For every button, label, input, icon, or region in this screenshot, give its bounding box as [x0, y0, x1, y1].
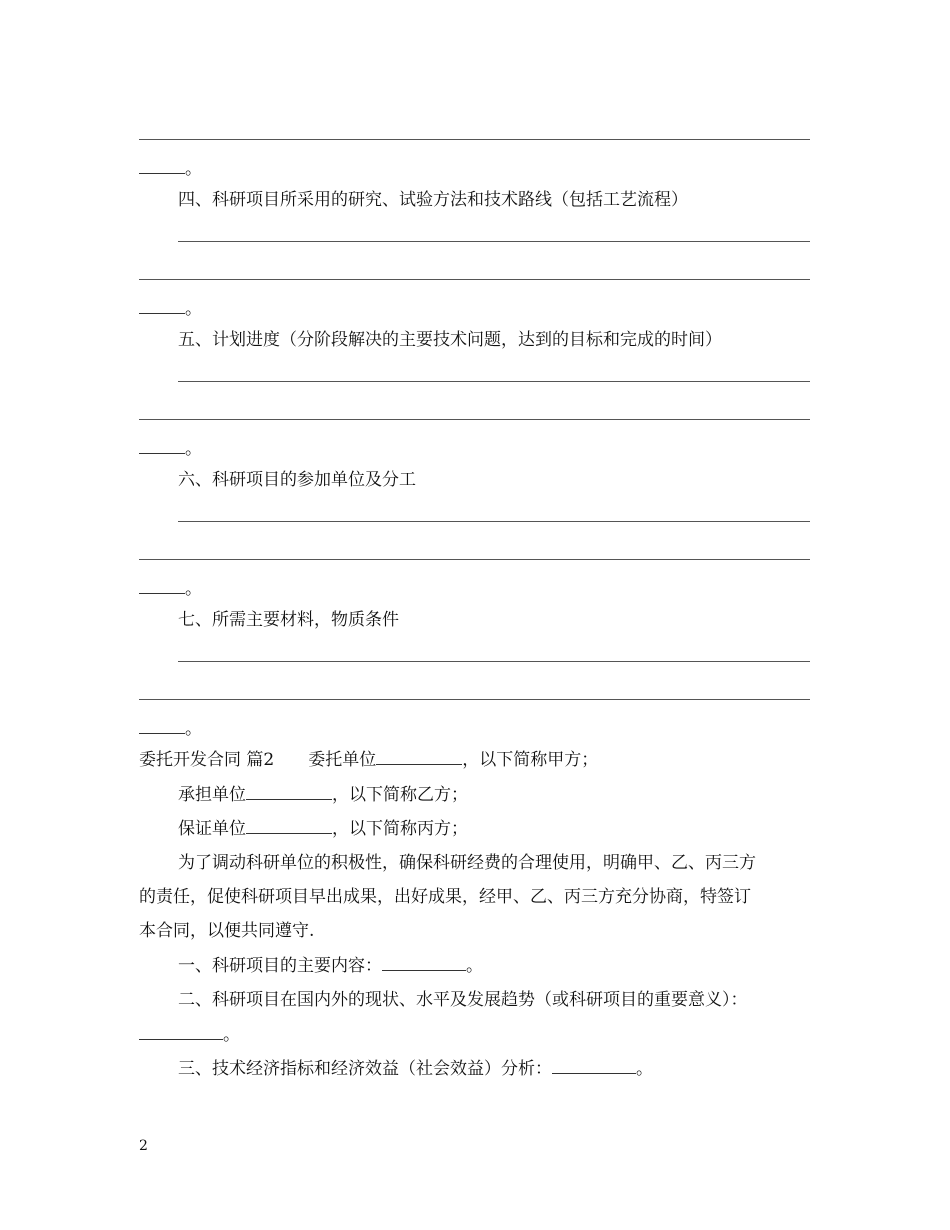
item-2-blank [139, 1024, 223, 1040]
fill-line [178, 381, 810, 382]
contract-title: 委托开发合同 篇2 [139, 750, 275, 770]
fill-line [178, 521, 810, 522]
item-1-blank [382, 955, 466, 971]
section-7-heading: 七、所需主要材料，物质条件 [178, 610, 399, 630]
guarantor-suffix: ，以下简称丙方； [332, 819, 468, 839]
intro-line-2: 的责任，促使科研项目早出成果，出好成果，经甲、乙、丙三方充分协商，特签订 [139, 887, 751, 907]
fill-line [139, 139, 810, 140]
fill-line [139, 699, 810, 700]
item-1-line [178, 955, 483, 977]
end-mark: 。 [223, 1025, 240, 1045]
fill-line [139, 419, 810, 420]
client-blank [376, 749, 462, 765]
short-blank [139, 718, 185, 734]
fill-line-end [139, 438, 202, 460]
short-blank [139, 578, 185, 594]
intro-line-3: 本合同，以便共同遵守. [139, 921, 315, 941]
contractor-line [178, 784, 468, 806]
item-2-answer [139, 1024, 240, 1046]
end-mark: 。 [185, 439, 202, 459]
item-1-label: 一、科研项目的主要内容： [178, 956, 382, 976]
contractor-suffix: ，以下简称乙方； [332, 785, 468, 805]
guarantor-line [178, 818, 468, 840]
item-2-line: 二、科研项目在国内外的现状、水平及发展趋势（或科研项目的重要意义）： [178, 990, 748, 1010]
client-label: 委托单位 [308, 750, 377, 770]
end-mark: 。 [185, 579, 202, 599]
end-mark: 。 [185, 719, 202, 739]
fill-line-end [139, 158, 202, 180]
item-3-line [178, 1058, 653, 1080]
item-3-blank [552, 1058, 636, 1074]
contractor-label: 承担单位 [178, 785, 246, 805]
contractor-blank [246, 784, 332, 800]
short-blank [139, 298, 185, 314]
end-mark: 。 [466, 956, 483, 976]
item-3-label: 三、技术经济指标和经济效益（社会效益）分析： [178, 1059, 552, 1079]
section-5-heading: 五、计划进度（分阶段解决的主要技术问题，达到的目标和完成的时间） [178, 330, 722, 350]
guarantor-blank [246, 818, 332, 834]
section-6-heading: 六、科研项目的参加单位及分工 [178, 470, 416, 490]
page-number: 2 [139, 1138, 148, 1154]
section-4-heading: 四、科研项目所采用的研究、试验方法和技术路线（包括工艺流程） [178, 190, 688, 210]
fill-line [178, 241, 810, 242]
fill-line [139, 279, 810, 280]
contract-2-header-line [139, 749, 598, 771]
client-suffix: ，以下简称甲方； [462, 750, 599, 770]
fill-line [178, 661, 810, 662]
fill-line-end [139, 578, 202, 600]
fill-line-end [139, 718, 202, 740]
intro-line-1: 为了调动科研单位的积极性，确保科研经费的合理使用，明确甲、乙、丙三方 [178, 853, 756, 873]
fill-line-end [139, 298, 202, 320]
short-blank [139, 438, 185, 454]
end-mark: 。 [636, 1059, 653, 1079]
short-blank [139, 158, 185, 174]
end-mark: 。 [185, 159, 202, 179]
end-mark: 。 [185, 299, 202, 319]
fill-line [139, 559, 810, 560]
guarantor-label: 保证单位 [178, 819, 246, 839]
